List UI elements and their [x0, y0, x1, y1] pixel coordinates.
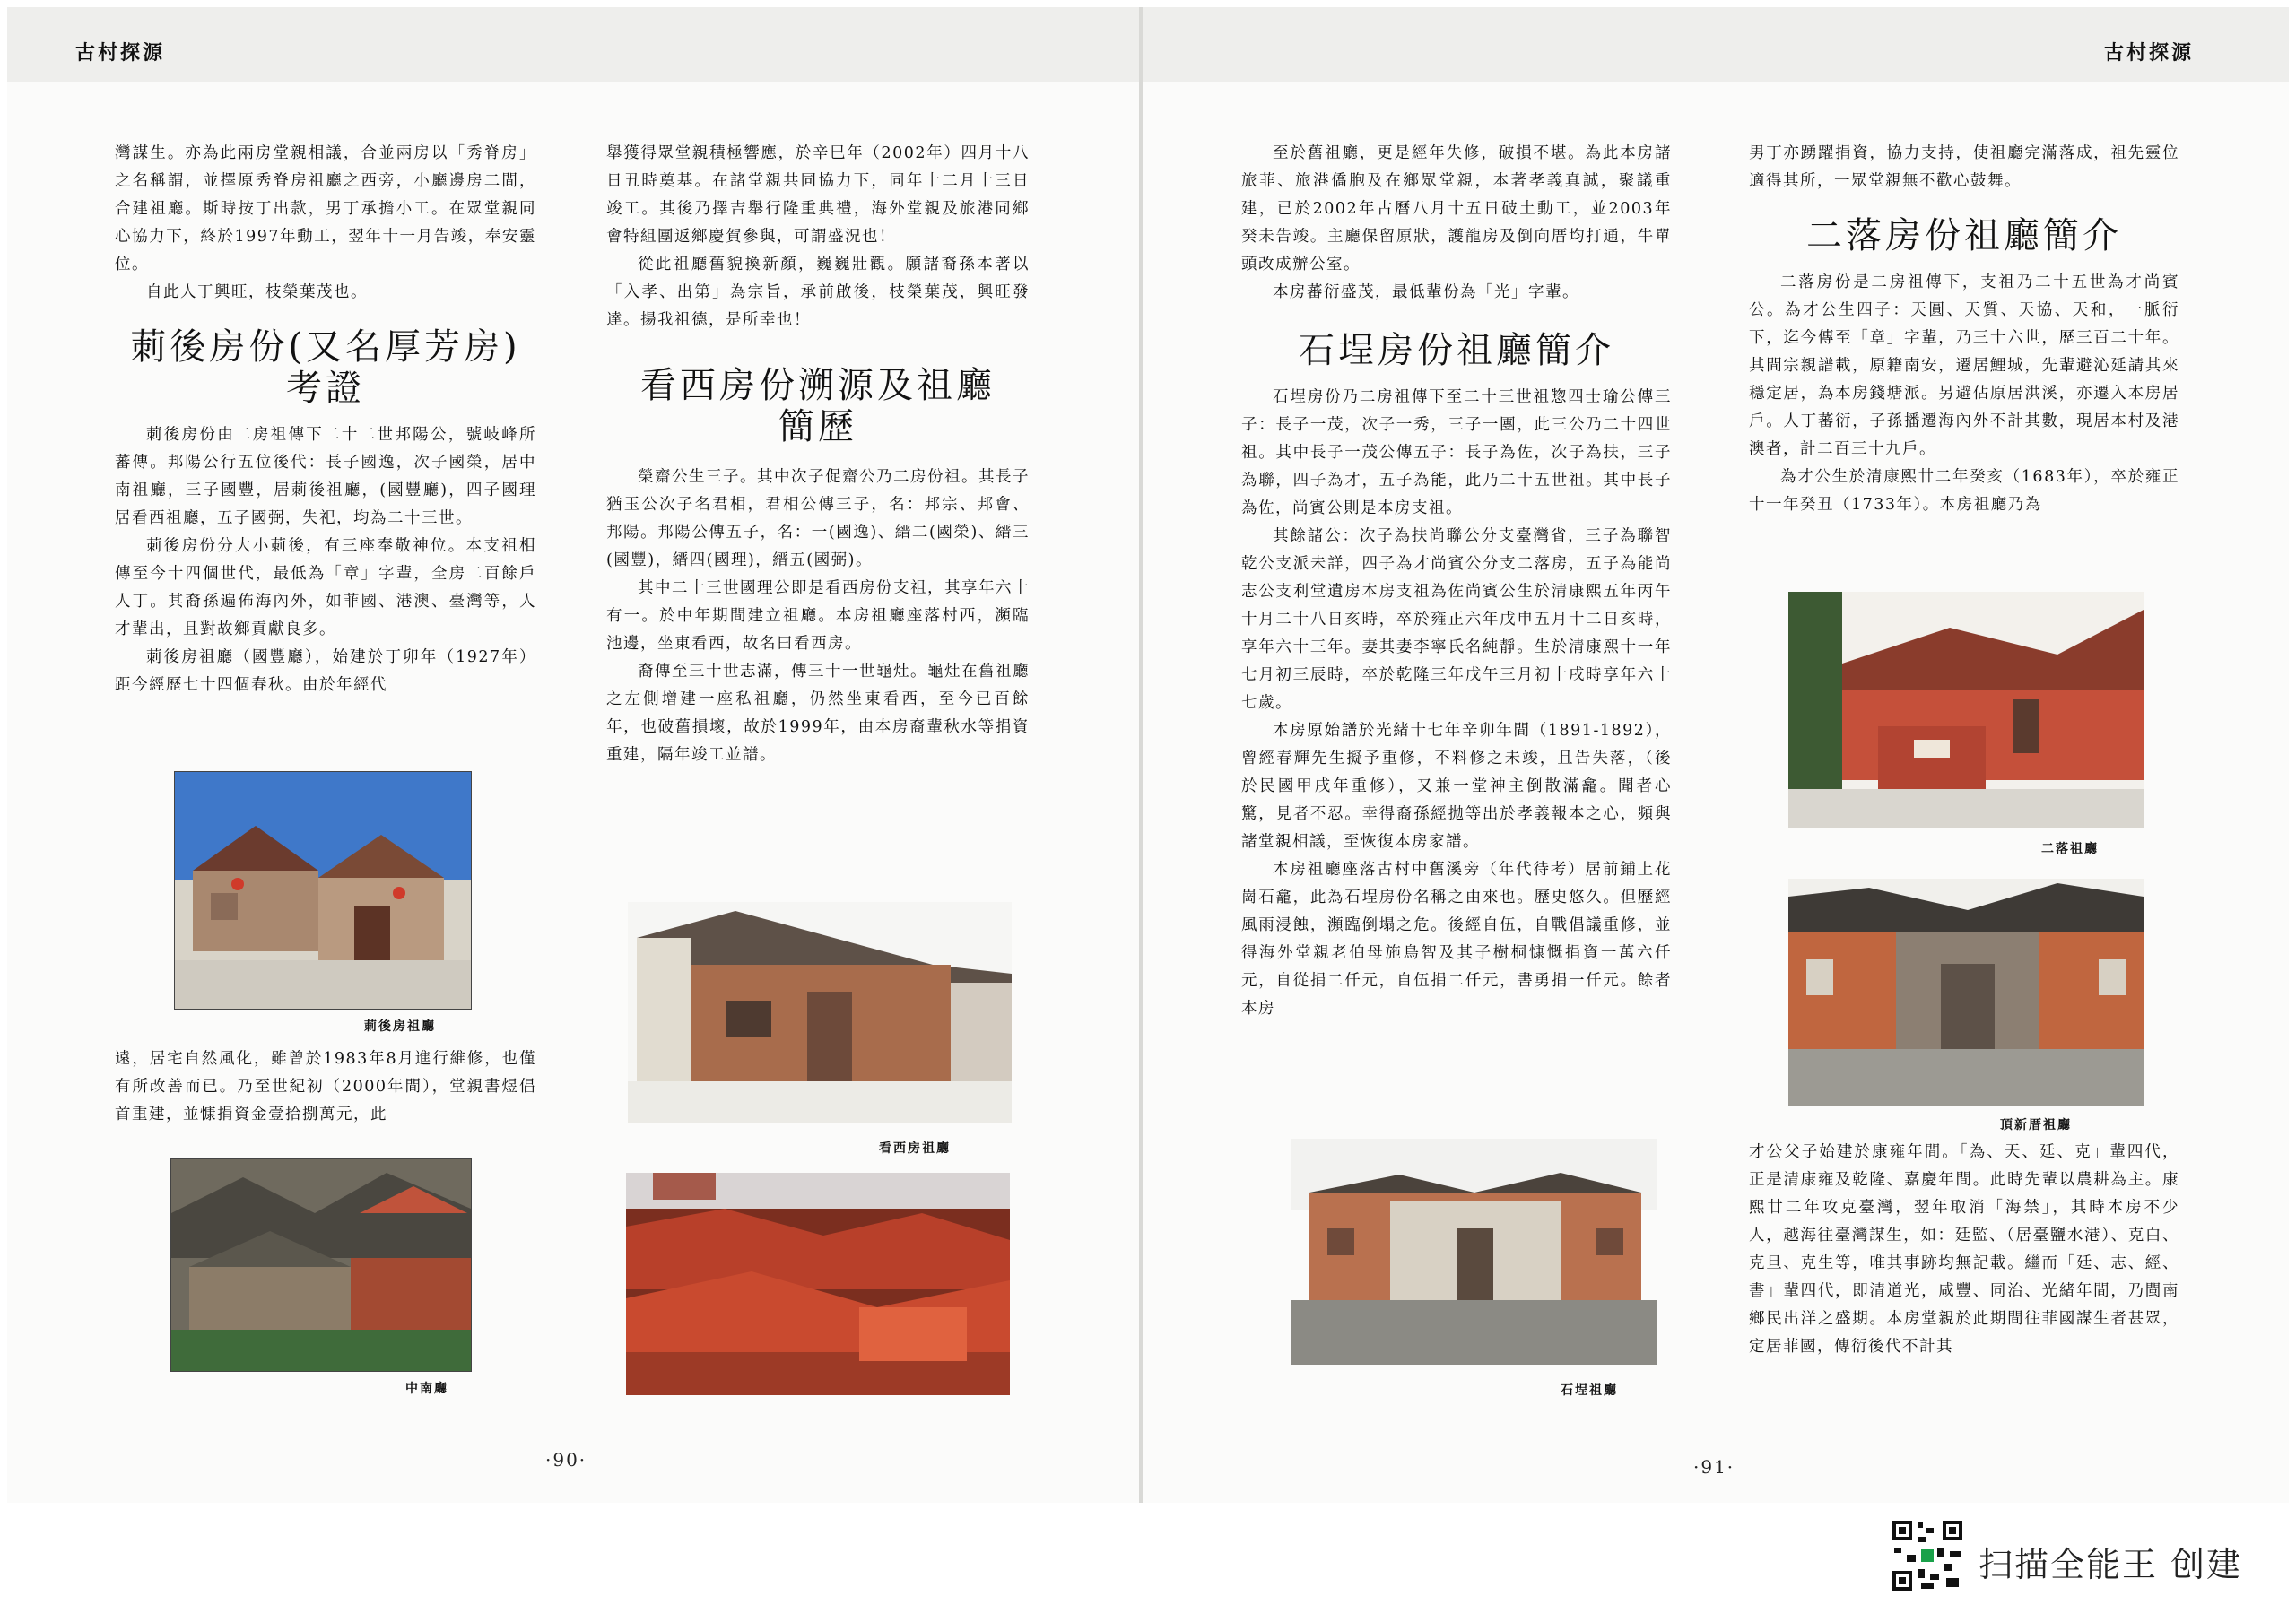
- left-col-1: [115, 140, 536, 699]
- left-col-1-continued: [115, 1045, 536, 1129]
- paragraph: 灣謀生。亦為此兩房堂親相議，合並兩房以「秀脊房」之名稱謂，並擇原秀脊房祖廳之西旁，小廳邊房二間，合建祖廳。斯時按丁出款，男丁承擔小工。在眾堂親同心協力下，終於1997年動工，翌年十一月告竣，奉安靈位。: [115, 144, 536, 273]
- paragraph: 本房祖廳座落古村中舊溪旁（年代待考）居前鋪上花崗石龕，此為石埕房份名稱之由來也。歷史悠久。但歷經風雨浸蝕，瀕臨倒塌之危。後經自伍，自戰倡議重修，並得海外堂親老伯母施鳥智及其子樹桐慷慨捐資一萬六仟元，自從捐二仟元，自伍捐二仟元，書勇捐一仟元。餘者本房: [1241, 861, 1672, 1018]
- photo-dingxincuo-ancestral-hall: [1788, 879, 2144, 1106]
- caption: 中南廳: [405, 1382, 448, 1396]
- paragraph: 莿後房份分大小莿後，有三座奉敬神位。本支祖相傳至今十四個世代，最低為「章」字輩，全房二百餘戶人丁。其裔孫遍佈海內外，如菲國、港澳、臺灣等，人才輩出，且對故鄉貢獻良多。: [115, 537, 536, 638]
- right-col-2-continued: [1749, 1139, 2179, 1361]
- left-page: [7, 7, 1139, 1503]
- paragraph: 莿後房份由二房祖傳下二十二世邦陽公，號岐峰所蕃傳。邦陽公行五位後代：長子國逸，次子國榮，居中南祖廳，三子國豐，居莿後祖廳，(國豐廳)，四子國理居看西祖廳，五子國弼，失祀，均為二十三世。: [115, 426, 536, 527]
- left-col-2: [606, 140, 1030, 769]
- paragraph: 為才公生於清康熙廿二年癸亥（1683年），卒於雍正十一年癸丑（1733年）。本房祖廳乃為: [1749, 468, 2179, 514]
- page-number: ·90·: [545, 1449, 587, 1470]
- scanner-watermark-text: 扫描全能王 创建: [1979, 1545, 2243, 1584]
- photo-kanxi-ancestral-hall: [628, 902, 1012, 1123]
- paragraph: 榮齋公生三子。其中次子促齋公乃二房份祖。其長子猶玉公次子名君相，君相公傳三子，名：邦宗、邦會、邦陽。邦陽公傳五子，名：一(國逸)、縉二(國榮)、縉三(國豐)，縉四(國理)，縉五(國弼)。: [606, 468, 1030, 569]
- paragraph: 二落房份是二房祖傳下，支祖乃二十五世為才尚賓公。為才公生四子：天圓、天質、天協、天和，一脈衍下，迄今傳至「章」字輩，乃三十六世，歷三百二十年。其間宗親譜載，原籍南安，遷居鯉城，先輩避沁延請其來穩定居，為本房錢塘派。另避佔原居洪溪，亦遷入本房居戶。人丁蕃衍，子孫播遷海內外不計其數，現居本村及港澳者，計二百三十九戶。: [1749, 273, 2179, 458]
- page-number: ·91·: [1693, 1456, 1735, 1478]
- paragraph: 從此祖廳舊貌換新顏，巍巍壯觀。願諸裔孫本著以「入孝、出第」為宗旨，承前啟後，枝榮葉茂，興旺發達。揚我祖德，是所幸也！: [606, 256, 1030, 329]
- paragraph: 本房原始譜於光緒十七年辛卯年間（1891-1892），曾經春輝先生擬予重修，不料修之未竣，且告失落，（後於民國甲戌年重修），又兼一堂神主倒散滿龕。聞者心驚，見者不忍。幸得裔孫經拋等出於孝義報本之心，頻與諸堂親相議，至恢復本房家譜。: [1241, 722, 1672, 851]
- right-col-1: [1241, 140, 1672, 1023]
- qr-code-icon: [1891, 1519, 1964, 1592]
- paragraph: 莿後房祖廳（國豐廳），始建於丁卯年（1927年）距今經歷七十四個春秋。由於年經代: [115, 648, 536, 694]
- paragraph: 遠，居宅自然風化，雖曾於1983年8月進行維修，也僅有所改善而已。乃至世紀初（2000年間），堂親書煜倡首重建，並慷捐資金壹拾捌萬元，此: [115, 1050, 536, 1123]
- caption: 莿後房祖廳: [364, 1019, 436, 1034]
- photo-cihou-ancestral-hall: [174, 771, 472, 1010]
- photo-erluo-ancestral-hall: [1788, 592, 2144, 828]
- paragraph: 至於舊祖廳，更是經年失修，破損不堪。為此本房諸旅菲、旅港僑胞及在鄉眾堂親，本著孝義真誠，聚議重建，已於2002年古曆八月十五日破土動工，並2003年癸未告竣。主廳保留原狀，護龍房及倒向厝均打通，牛單頭改成辦公室。: [1241, 144, 1672, 273]
- paragraph: 自此人丁興旺，枝榮葉茂也。: [146, 283, 368, 301]
- left-header-title: 古村探源: [75, 42, 166, 65]
- section-title: 莿後房份(又名厚芳房)考證: [130, 326, 521, 409]
- right-page: [1143, 7, 2289, 1503]
- section-title: 看西房份溯源及祖廳簡歷: [640, 365, 996, 447]
- photo-zhongnan-hall: [170, 1158, 472, 1372]
- caption: 二落祖廳: [2041, 842, 2099, 856]
- paragraph: 本房蕃衍盛茂，最低輩份為「光」字輩。: [1273, 283, 1579, 301]
- left-header-band: [7, 7, 1139, 82]
- paragraph: 其餘諸公：次子為扶尚聯公分支臺灣省，三子為聯智乾公支派未詳，四子為才尚賓公分支二落房，五子為能尚志公支利堂遺房本房支祖為佐尚賓公生於清康熙五年丙午十月二十八日亥時，卒於雍正六年戊申五月十二日亥時，享年六十三年。妻其妻李寧氏名純靜。生於清康熙十一年七月初三辰時，卒於乾隆三年戊午三月初十戌時享年六十七歲。: [1241, 527, 1672, 712]
- right-header-title: 古村探源: [2104, 42, 2195, 65]
- paragraph: 石埕房份乃二房祖傳下至二十三世祖惣四士瑜公傳三子：長子一茂，次子一秀，三子一團，此三公乃二十四世祖。其中長子一茂公傳五子：長子為佐，次子為扶，三子為聯，四子為才，五子為能，此乃二十五世祖。其中長子為佐，尚賓公則是本房支祖。: [1241, 388, 1672, 517]
- caption: 頂新厝祖廳: [2000, 1118, 2072, 1132]
- paragraph: 舉獲得眾堂親積極響應，於辛巳年（2002年）四月十八日丑時奠基。在諸堂親共同協力下，同年十二月十三日竣工。其後乃擇吉舉行隆重典禮，海外堂親及旅港同鄉會特組團返鄉慶賀參與，可謂盛況也！: [606, 144, 1030, 246]
- section-title: 石埕房份祖廳簡介: [1299, 330, 1614, 371]
- right-col-2: [1749, 140, 2179, 519]
- paragraph: 其中二十三世國理公即是看西房份支祖，其享年六十有一。於中年期間建立祖廳。本房祖廳座落村西，瀕臨池邊，坐東看西，故名曰看西房。: [606, 579, 1030, 653]
- paragraph: 裔傳至三十世志滿，傳三十一世龜灶。龜灶在舊祖廳之左側增建一座私祖廳，仍然坐東看西，至今已百餘年，也破舊損壞，故於1999年，由本房裔輩秋水等捐資重建，隔年竣工並譜。: [606, 663, 1030, 764]
- paragraph: 男丁亦踴躍捐資，協力支持，使祖廳完滿落成，祖先靈位適得其所，一眾堂親無不歡心鼓舞。: [1749, 144, 2179, 190]
- caption: 看西房祖廳: [879, 1141, 951, 1156]
- photo-shicheng-ancestral-hall: [1292, 1139, 1657, 1365]
- photo-red-roofs: [626, 1173, 1010, 1395]
- caption: 石埕祖廳: [1561, 1383, 1618, 1398]
- section-title: 二落房份祖廳簡介: [1806, 215, 2122, 256]
- magazine-spread: [7, 7, 2289, 1503]
- paragraph: 才公父子始建於康雍年間。「為、天、廷、克」輩四代，正是清康雍及乾隆、嘉慶年間。此時先輩以農耕為主。康熙廿二年攻克臺灣，翌年取消「海禁」，其時本房不少人，越海往臺灣謀生，如：廷監、（居臺鹽水港）、克白、克旦、克生等，唯其事跡均無記載。繼而「廷、志、經、書」輩四代，即清道光，咸豐、同治、光緒年間，乃閩南鄉民出洋之盛期。本房堂親於此期間往菲國謀生者甚眾，定居菲國，傳衍後代不計其: [1749, 1143, 2179, 1356]
